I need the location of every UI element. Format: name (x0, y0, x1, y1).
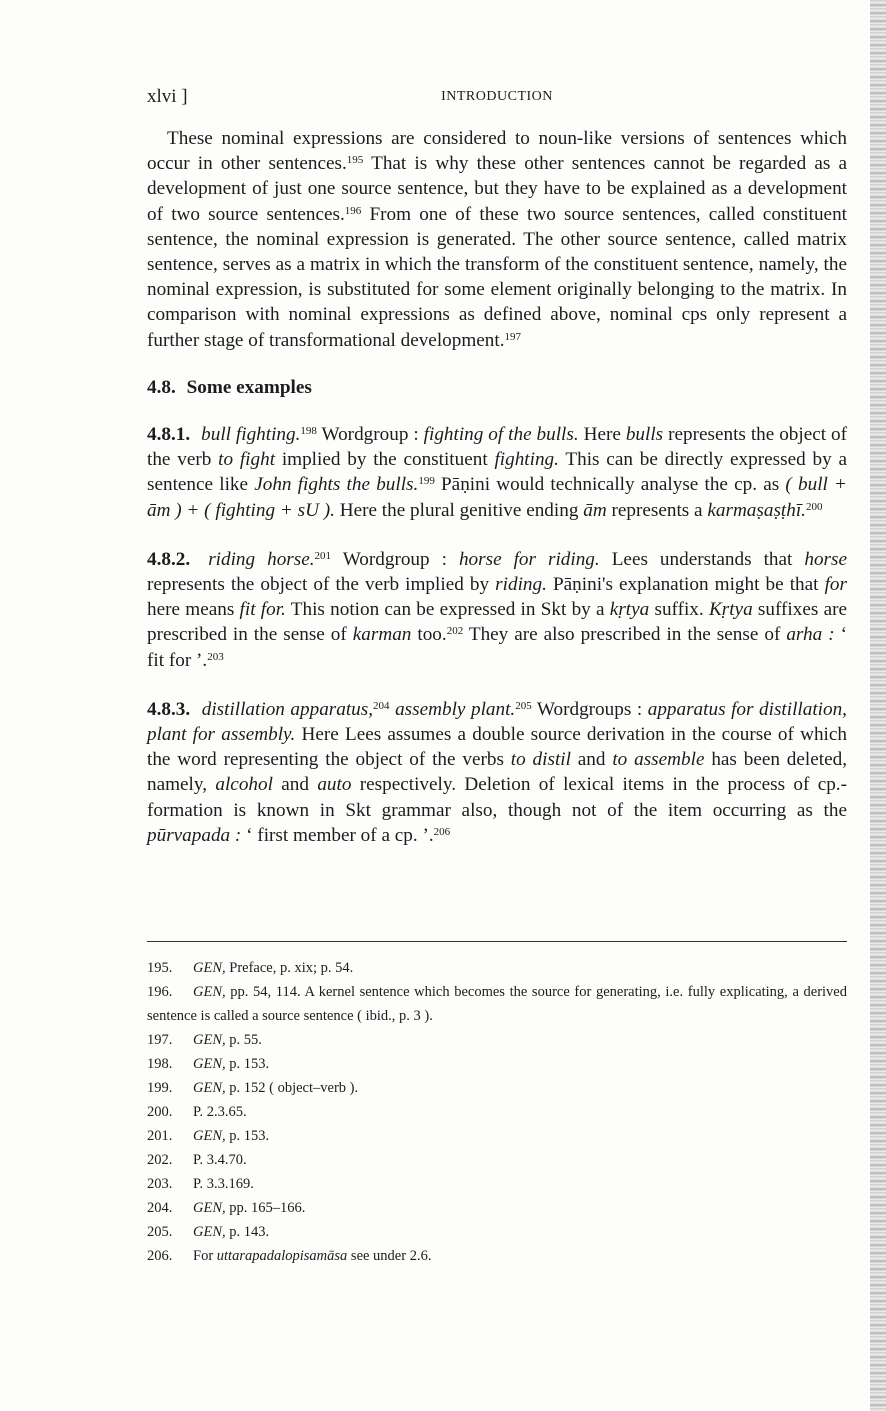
footnote-ref: 197 (504, 330, 522, 343)
footnotes (147, 956, 847, 1268)
example-number: 4.8.3. (147, 698, 191, 720)
italic-term: Kṛtya (708, 599, 753, 621)
text: here means (147, 599, 240, 621)
footnote-italic: GEN, (193, 984, 226, 1000)
footnote-italic: uttarapadalopisamāsa (216, 1248, 348, 1264)
footnote (147, 1220, 847, 1244)
footnote-number: 198. (147, 1056, 173, 1072)
footnote-text (193, 1148, 847, 1172)
footnote-ref: 201 (314, 549, 332, 562)
italic-term: karmaṣaṣṭhī. (707, 499, 806, 521)
italic-term: fighting. (494, 449, 559, 471)
footnote-rest: For (193, 1248, 217, 1264)
wordgroup: horse for riding. (458, 548, 600, 570)
footnote-number: 196. (147, 984, 173, 1000)
text: Here the plural genitive ending (334, 499, 584, 521)
italic-term: alcohol (215, 774, 273, 796)
text: too. (411, 624, 447, 646)
footnote (147, 1100, 847, 1124)
page-header (147, 86, 847, 110)
footnote-ref: 200 (805, 500, 823, 513)
wordgroup: fighting of the bulls. (423, 424, 579, 446)
section-heading (147, 375, 847, 400)
text: This can be directly expressed by a sentence like (147, 449, 847, 496)
text: This notion can be expressed in Skt by a (285, 599, 610, 621)
footnote (147, 980, 847, 1028)
body-text (147, 126, 847, 848)
running-title: INTRODUCTION (441, 89, 553, 104)
footnote-text (193, 1100, 847, 1124)
footnote-ref: 204 (373, 699, 390, 712)
footnote (147, 1172, 847, 1196)
footnote-rest: p. 152 ( object–verb ). (225, 1080, 359, 1096)
text: Here (578, 424, 626, 446)
italic-term: bulls (625, 424, 664, 446)
footnote-text (193, 956, 847, 980)
italic-term: ām (583, 499, 607, 521)
footnote-rest: p. 143. (225, 1224, 270, 1240)
footnote (147, 1076, 847, 1100)
text: represents a (606, 499, 708, 521)
footnote-text (193, 1052, 847, 1076)
footnote (147, 1124, 847, 1148)
italic-term: ( bull + ām ) + ( fighting + sU ). (147, 474, 848, 521)
footnote-text (193, 1124, 847, 1148)
footnote (147, 956, 847, 980)
italic-term: to fight (218, 449, 276, 471)
italic-term: arha : (786, 624, 835, 646)
footnote-rest: p. 153. (225, 1056, 270, 1072)
text: and (272, 774, 318, 796)
text: and (570, 749, 613, 771)
footnote-number: 197. (147, 1032, 173, 1048)
footnote-italic: GEN, (193, 1056, 226, 1072)
footnote (147, 1148, 847, 1172)
intro-text-c: From one of these two source sentences, called constituent sentence, the nominal expression is generated. The other source sentence, called matrix sentence, serves as a matrix in which the transform of the constituent sentence, namely, the nominal expression, is substituted for some element originally belonging to the matrix. In comparison with nominal expressions as defined above, nominal cps only represent a further stage of transformational development. (147, 203, 847, 351)
footnote-italic: GEN, (193, 1200, 226, 1216)
intro-text-a: These nominal expressions are considered to noun-like versions of sentences which occur in other sentences. (147, 128, 847, 175)
example-number: 4.8.2. (147, 548, 191, 570)
footnote (147, 1028, 847, 1052)
text: They are also prescribed in the sense of (463, 624, 787, 646)
footnote-number: 206. (147, 1248, 173, 1264)
footnote-number: 201. (147, 1128, 173, 1144)
footnote-number: 203. (147, 1176, 173, 1192)
text: has been deleted, namely, (147, 749, 847, 796)
example-term: bull fighting. (201, 424, 301, 446)
footnote-number: 195. (147, 960, 173, 976)
text: Wordgroups : (531, 698, 648, 720)
text: Pāṇini would technically analyse the cp. as (434, 474, 786, 496)
italic-term: pūrvapada : (147, 824, 242, 846)
text: Wordgroup : (316, 424, 424, 446)
text: Here Lees assumes a double source derivation in the course of which the word representing the object of the verbs (147, 724, 848, 771)
text: Wordgroup : (331, 548, 459, 570)
footnote (147, 1196, 847, 1220)
italic-term: auto (317, 774, 352, 796)
footnote-rest: see under 2.6. (347, 1248, 432, 1264)
text: represents the object of the verb (147, 424, 848, 471)
italic-term: fit for. (239, 599, 286, 621)
text: implied by the constituent (275, 449, 495, 471)
footnote-number: 202. (147, 1152, 173, 1168)
footnote-italic: GEN, (193, 960, 226, 976)
text: Pāṇini's explanation might be that (546, 574, 825, 596)
intro-text-b: That is why these other sentences cannot be regarded as a development of just one source sentence, but they have to be explained as a development of two source sentences. (147, 153, 847, 225)
footnote-rest: p. 153. (225, 1128, 270, 1144)
footnote-text (193, 1220, 847, 1244)
footnote-rest: pp. 54, 114. A kernel sentence which becomes the source for generating, i.e. fully explicating, a derived sentence is called a source sentence ( ibid., p. 3 ). (147, 984, 847, 1024)
footnote-text (193, 1028, 847, 1052)
example-4-8-1 (147, 422, 847, 523)
italic-term: for (824, 574, 847, 596)
footnote (147, 1244, 847, 1268)
footnote-ref: 199 (418, 475, 435, 488)
footnote-rest: Preface, p. xix; p. 54. (225, 960, 354, 976)
footnote-ref: 206 (433, 825, 451, 838)
text: represents the object of the verb implied by (147, 574, 496, 596)
footnote-text (193, 1076, 847, 1100)
section-title: Some examples (186, 376, 312, 398)
footnote-number: 199. (147, 1080, 173, 1096)
italic-term: horse (804, 548, 847, 570)
footnote-text (193, 1244, 847, 1268)
footnote-italic: GEN, (193, 1080, 226, 1096)
intro-paragraph (147, 126, 847, 353)
footnote-rest: pp. 165–166. (225, 1200, 306, 1216)
text: suffix. (649, 599, 709, 621)
footnote-rest: P. 3.3.169. (193, 1176, 254, 1192)
text: ‘ fit for ’. (147, 624, 847, 671)
footnote-number: 200. (147, 1104, 173, 1120)
italic-term: to assemble (612, 749, 705, 771)
footnote-divider (147, 941, 847, 942)
italic-term: kṛtya (609, 599, 650, 621)
footnote-rest: P. 3.4.70. (193, 1152, 247, 1168)
italic-term: karman (352, 624, 412, 646)
wordgroup: apparatus for distillation, plant for assembly. (147, 698, 847, 746)
text: ‘ first member of a cp. ’. (241, 824, 434, 846)
example-term: distillation apparatus, (201, 698, 374, 720)
footnote-ref: 195 (346, 154, 364, 167)
page-number: xlvi ] (147, 86, 188, 107)
footnote-ref: 203 (207, 650, 224, 663)
footnote-ref: 205 (515, 699, 532, 712)
example-term: assembly plant. (389, 698, 516, 720)
text: respectively. Deletion of lexical items in the process of cp.-formation is known in Skt grammar also, though not of the item occurring as the (147, 774, 847, 821)
example-4-8-3 (147, 697, 847, 848)
footnote-rest: P. 2.3.65. (193, 1104, 247, 1120)
footnote (147, 1052, 847, 1076)
footnote-italic: GEN, (193, 1032, 226, 1048)
example-term: riding horse. (208, 548, 315, 570)
footnote-text (193, 1196, 847, 1220)
italic-term: riding. (495, 574, 547, 596)
footnote-text (193, 1172, 847, 1196)
italic-term: to distil (510, 749, 571, 771)
footnote-italic: GEN, (193, 1128, 226, 1144)
footnote-number: 204. (147, 1200, 173, 1216)
footnote-rest: p. 55. (225, 1032, 262, 1048)
footnote-ref: 198 (300, 425, 317, 438)
section-number: 4.8. (147, 376, 176, 398)
footnote-ref: 196 (344, 204, 362, 217)
text: suffixes are prescribed in the sense of (147, 599, 847, 646)
footnote-ref: 202 (446, 625, 464, 638)
text: Lees understands that (599, 548, 805, 570)
footnote-number: 205. (147, 1224, 173, 1240)
example-4-8-2 (147, 547, 847, 673)
italic-term: John fights the bulls. (254, 474, 419, 496)
footnote-italic: GEN, (193, 1224, 226, 1240)
example-number: 4.8.1. (147, 424, 191, 446)
scanned-page-edge (870, 0, 886, 1411)
